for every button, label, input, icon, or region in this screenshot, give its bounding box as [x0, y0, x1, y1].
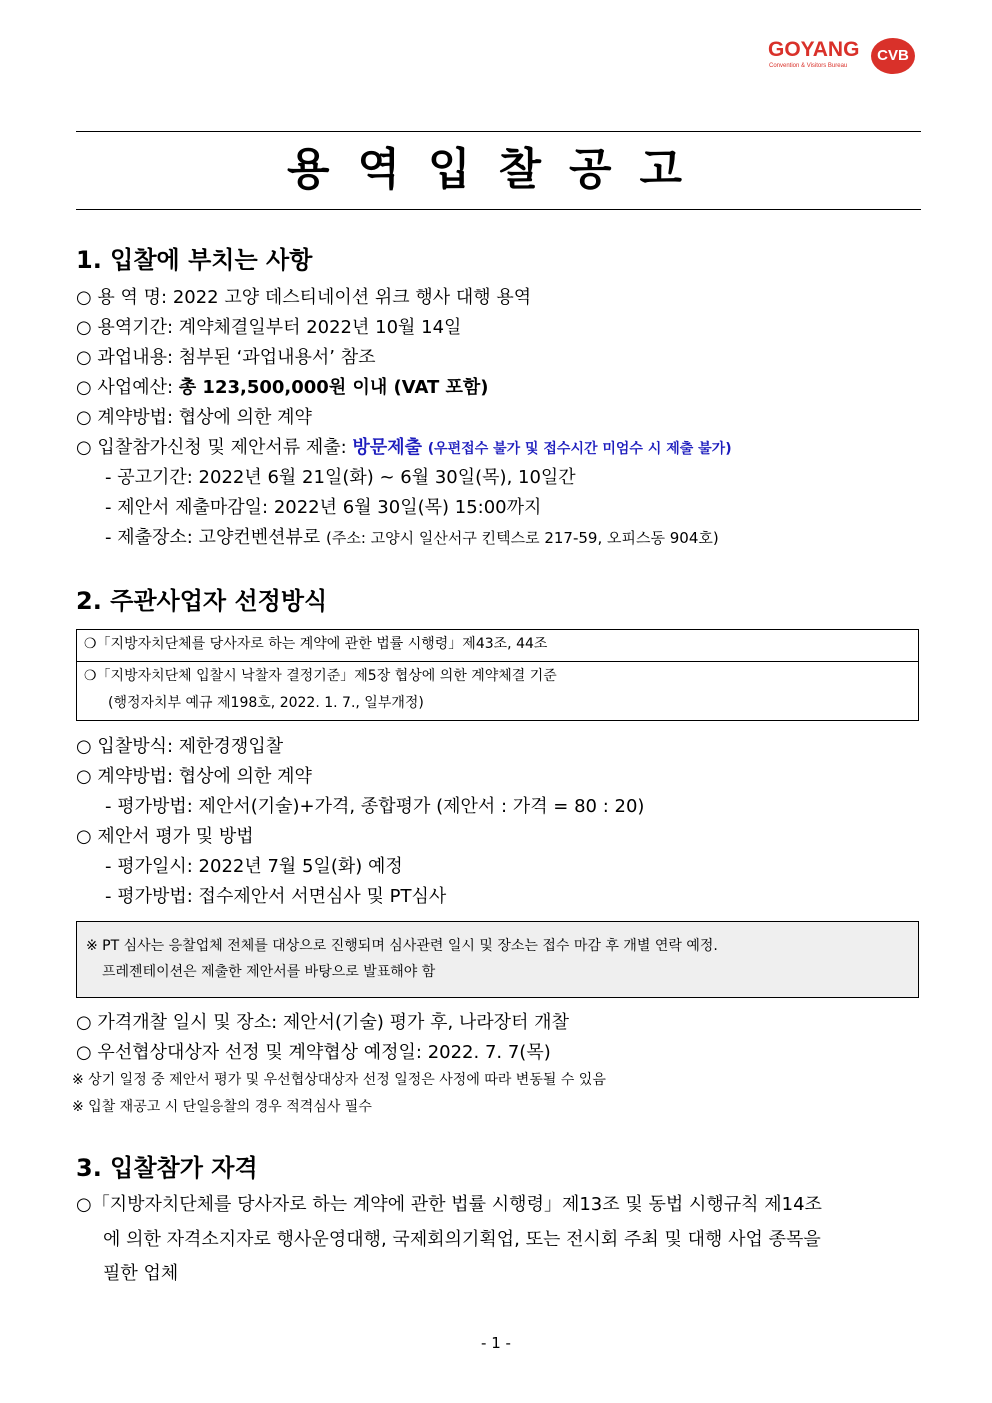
logo-badge: CVB: [871, 38, 915, 74]
qualification-line-3: 필한 업체: [103, 1263, 179, 1284]
qualification-line-2: 에 의한 자격소지자로 행사운영대행, 국제회의기획업, 또는 전시회 주최 및 대행 사업 종목을: [103, 1229, 821, 1250]
budget-line: [76, 376, 489, 400]
legal-basis-1: ❍「지방자치단체를 당사자로 하는 계약에 관한 법률 시행령」제43조, 44조: [84, 636, 548, 652]
place-address: (주소: 고양시 일산서구 킨텍스로 217-59, 오피스동 904호): [326, 529, 719, 547]
evaluation-method-2: - 평가방법: 접수제안서 서면심사 및 PT심사: [105, 886, 447, 907]
submission-note: (우편접수 불가 및 접수시간 미엄수 시 제출 불가): [427, 441, 732, 457]
section-2-heading: 2. 주관사업자 선정방식: [76, 587, 328, 615]
remark-1: ※ 상기 일정 중 제안서 평가 및 우선협상대상자 선정 일정은 사정에 따라 변동될 수 있음: [72, 1072, 606, 1088]
submission-line: [76, 436, 732, 461]
submission-label: ○ 입찰참가신청 및 제안서류 제출:: [76, 437, 353, 458]
budget-label: ○ 사업예산:: [76, 377, 179, 398]
page-number: - 1 -: [481, 1334, 511, 1352]
goyang-cvb-logo: [768, 38, 918, 78]
contract-method-2: ○ 계약방법: 협상에 의한 계약: [76, 766, 312, 787]
place-label: - 제출장소: 고양컨벤션뷰로: [105, 527, 326, 548]
title-bottom-rule: [76, 209, 921, 210]
service-name: ○ 용 역 명: 2022 고양 데스티네이션 위크 행사 대행 용역: [76, 287, 532, 308]
title-top-rule: [76, 131, 921, 132]
service-period: ○ 용역기간: 계약체결일부터 2022년 10월 14일: [76, 317, 462, 338]
task-content: ○ 과업내용: 첨부된 ‘과업내용서’ 참조: [76, 347, 376, 368]
price-opening: ○ 가격개찰 일시 및 장소: 제안서(기술) 평가 후, 나라장터 개찰: [76, 1012, 569, 1033]
contract-method: ○ 계약방법: 협상에 의한 계약: [76, 407, 312, 428]
pt-note-1: ※ PT 심사는 응찰업체 전체를 대상으로 진행되며 심사관련 일시 및 장소는 접수 마감 후 개별 연락 예정.: [86, 938, 718, 954]
section-1-heading: 1. 입찰에 부치는 사항: [76, 246, 313, 274]
pt-note-box: [76, 921, 919, 998]
remark-2: ※ 입찰 재공고 시 단일응찰의 경우 적격심사 필수: [72, 1099, 372, 1115]
legal-basis-2: ❍「지방자치단체 입찰시 낙찰자 결정기준」제5장 협상에 의한 계약체결 기준: [84, 668, 557, 684]
evaluation-method: - 평가방법: 제안서(기술)+가격, 종합평가 (제안서 : 가격 = 80 : 20): [105, 796, 645, 817]
page-title: 용역입찰공고: [286, 144, 711, 195]
logo-word: GOYANG: [768, 38, 860, 61]
priority-negotiation: ○ 우선협상대상자 선정 및 계약협상 예정일: 2022. 7. 7(목): [76, 1042, 551, 1063]
legal-basis-2-ref: (행정자치부 예규 제198호, 2022. 1. 7., 일부개정): [108, 695, 424, 711]
section-3-heading: 3. 입찰참가 자격: [76, 1154, 258, 1182]
notice-period: - 공고기간: 2022년 6월 21일(화) ~ 6월 30일(목), 10일간: [105, 467, 576, 488]
qualification-line-1: ○「지방자치단체를 당사자로 하는 계약에 관한 법률 시행령」제13조 및 동법 시행규칙 제14조: [76, 1194, 822, 1215]
budget-value: 총 123,500,000원 이내 (VAT 포함): [178, 377, 489, 398]
submission-place: [105, 526, 719, 550]
submission-method: 방문제출: [352, 437, 422, 458]
submission-deadline: - 제안서 제출마감일: 2022년 6월 30일(목) 15:00까지: [105, 497, 542, 518]
evaluation-title: ○ 제안서 평가 및 방법: [76, 826, 254, 847]
pt-note-2: 프레젠테이션은 제출한 제안서를 바탕으로 발표해야 함: [102, 964, 436, 980]
box-divider: [77, 661, 918, 662]
evaluation-date: - 평가일시: 2022년 7월 5일(화) 예정: [105, 856, 403, 877]
logo-subtitle: Convention & Visitors Bureau: [769, 63, 848, 69]
bid-method: ○ 입찰방식: 제한경쟁입찰: [76, 736, 284, 757]
